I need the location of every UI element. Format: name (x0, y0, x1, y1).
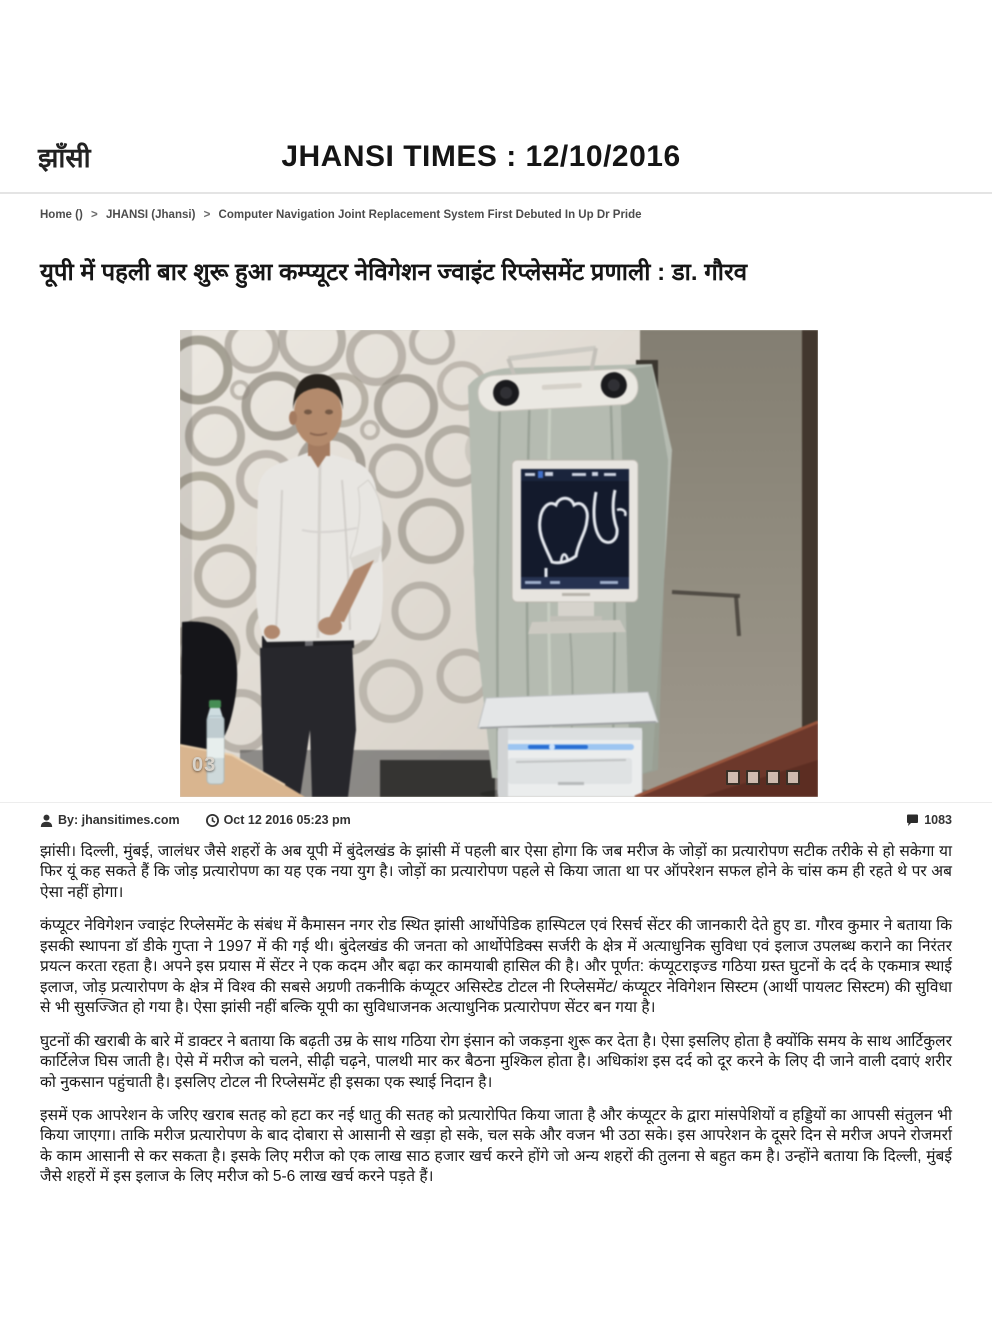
comment-count-label: 1083 (924, 813, 952, 827)
breadcrumb-home[interactable]: Home () (40, 209, 83, 221)
byline-date-label: Oct 12 2016 05:23 pm (223, 813, 351, 827)
gallery-square-icon (786, 770, 800, 785)
byline-divider (0, 802, 992, 803)
monitor-screen (521, 469, 629, 589)
article-paragraph: कंप्यूटर नेविगेशन ज्वाइंट रिप्लेसमेंट के संबंध में कैमासन नगर रोड स्थित झांसी आर्थोपेडिक हास्पिटल एवं रिसर्च सेंटर की जानकारी देते हुए डा. गौरव कुमार ने बताया कि इसकी स्थापना डॉ डीके गुप्ता ने 1997 में की गई थी। बुंदेलखंड की जनता को आर्थोपेडिक्स सर्जरी के क्षेत्र में अत्याधुनिक सुविधा एवं इलाज उपलब्ध कराने का निरंतर प्रयत्न करता रहता है। अपने इस प्रयास में सेंटर ने एक कदम और बढ़ा कर कामयाबी हासिल की है। और पूर्णत: कंप्यूटराइज्ड गठिया ग्रस्त घुटनों के दर्द के एकमात्र स्थाई इलाज, जोड़ प्रत्यारोपण के क्षेत्र में विश्व की सबसे अग्रणी तकनीकि कंप्यूटर असिस्टेड टोटल नी रिप्लेसमेंट/ कंप्यूटर नेविगेशन सिस्टम (आर्थी पायलट सिस्टम) की सुविधा से भी सुसज्जित हो गया है। ऐसा झांसी नहीं बल्कि यूपी का सुविधाजनक अत्याधुनिक प्रत्यारोपण सेंटर बन गया है। (40, 917, 952, 1017)
breadcrumb-current: Computer Navigation Joint Replacement System First Debuted In Up Dr Pride (218, 209, 642, 221)
article-photo (180, 330, 818, 797)
article-paragraph: घुटनों की खराबी के बारे में डाक्टर ने बताया कि बढ़ती उम्र के साथ गठिया रोग इंसान को जकड़ना शुरू कर देता है। ऐसा इसलिए होता है क्योंकि समय के साथ आर्टिकुलर कार्टिलेज घिस जाती है। ऐसे में मरीज को चलने, सीढ़ी चढ़ने, पालथी मार कर बैठना मुश्किल होता है। अधिकांश इस दर्द को दूर करने के लिए दी जाने वाली दवाएं शरीर को नुकसान पहुंचाती है। इसलिए टोटल नी रिप्लेसमेंट ही इसका एक स्थाई निदान है। (40, 1032, 952, 1091)
breadcrumb (40, 209, 642, 221)
gallery-square-icon (766, 770, 780, 785)
byline-author[interactable] (40, 813, 180, 827)
clock-icon (206, 814, 219, 827)
breadcrumb-section[interactable]: JHANSI (Jhansi) (105, 209, 196, 221)
photo-scene (180, 330, 818, 797)
site-logo[interactable]: झाँसी (38, 143, 91, 173)
byline-bar (40, 808, 952, 832)
article-paragraph: झांसी। दिल्ली, मुंबई, जालंधर जैसे शहरों के अब यूपी में बुंदेलखंड के झांसी में पहली बार ऐसा होगा कि जब मरीज के जोड़ों का प्रत्यारोपण सटीक तरीके से हो सकेगा या फिर यूं कह सकते हैं कि जोड़ प्रत्यारोपण का यह एक नया युग है। जोड़ों का प्रत्यारोपण पहले से किया जाता था पर ऑपरेशन सफल होने के चांस कम ही रहते थे पर अब ऐसा नहीं होगा। (40, 843, 952, 901)
photo-watermark: 03 (192, 754, 217, 776)
machine-base-cart (478, 692, 664, 797)
comment-icon (906, 814, 919, 827)
comment-count[interactable] (906, 813, 952, 827)
breadcrumb-separator: > (91, 209, 98, 221)
article-headline: यूपी में पहली बार शुरू हुआ कम्प्यूटर नेविगेशन ज्वाइंट रिप्लेसमेंट प्रणाली : डा. गौरव (40, 259, 748, 286)
floor-shadow (380, 760, 495, 797)
gallery-square-icon (726, 770, 740, 785)
side-wall (640, 330, 818, 797)
breadcrumb-separator: > (203, 209, 211, 221)
byline-author-label: By: jhansitimes.com (58, 813, 180, 827)
article-body (40, 842, 952, 1201)
photo-gallery-markers (726, 770, 800, 785)
header-divider (0, 192, 992, 194)
gallery-square-icon (746, 770, 760, 785)
byline-date (206, 813, 351, 827)
article-paragraph: इसमें एक आपरेशन के जरिए खराब सतह को हटा कर नई धातु की सतह को प्रत्यारोपित किया जाता है और कंप्यूटर के द्वारा मांसपेशियों व हड्डियों का आपसी संतुलन भी किया जाएगा। ताकि मरीज प्रत्यारोपण के बाद दोबारा से आसानी से खड़ा हो सके, चल सके और वजन भी उठा सके। इस आपरेशन के दूसरे दिन से मरीज अपने रोजमर्रा के काम आसानी से कर सकता है। इसके लिए मरीज को एक लाख साठ हजार खर्च करने होंगे जो अन्य शहरों की तुलना से बहुत कम है। उन्होंने बताया कि दिल्ली, मुंबई जैसे शहरों में इस इलाज के लिए मरीज को 5-6 लाख खर्च करने पड़ते हैं। (40, 1106, 952, 1186)
page-title: JHANSI TIMES : 12/10/2016 (281, 140, 681, 173)
person-icon (40, 814, 53, 827)
